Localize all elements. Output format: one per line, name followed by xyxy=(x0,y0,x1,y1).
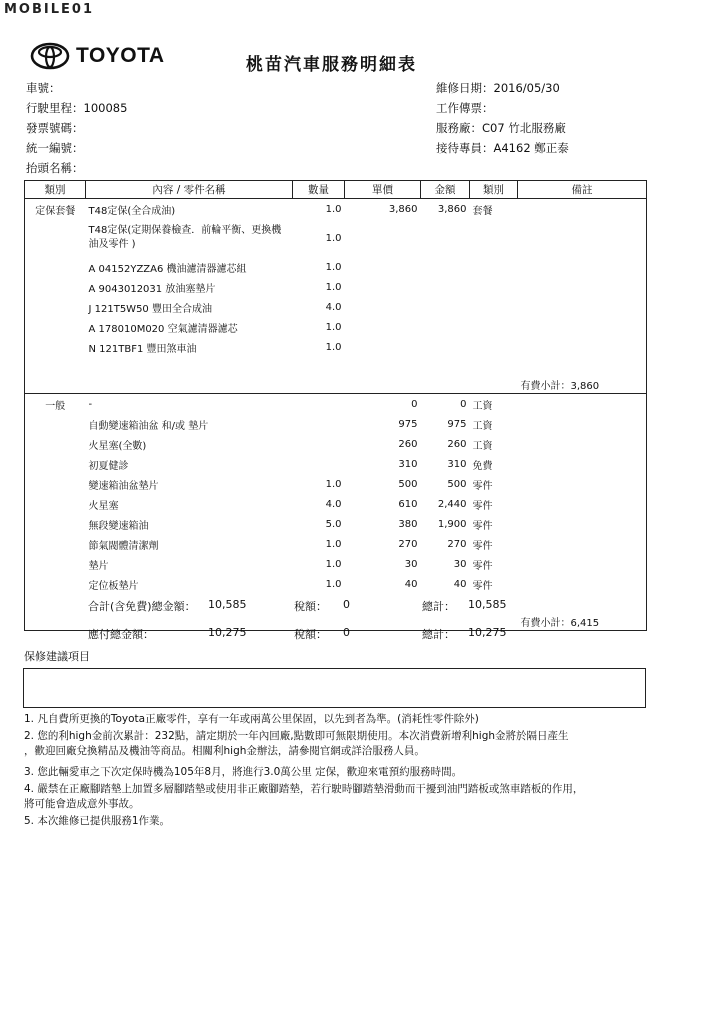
row-qty xyxy=(293,434,345,454)
table-row xyxy=(25,277,647,297)
total-label: 應付總金額： xyxy=(88,628,154,641)
total-label: 合計(含免費)總金額： xyxy=(88,600,196,613)
advice-label: 保修建議項目 xyxy=(24,650,90,663)
row-note xyxy=(518,317,647,337)
note-line: 5. 本次維修已提供服務1作業。 xyxy=(24,815,171,827)
row-category xyxy=(25,257,86,277)
brand-name: TOYOTA xyxy=(76,44,165,67)
row-item-name: J 121T5W50 豐田全合成油 xyxy=(88,303,212,315)
note-line: 2. 您的利high金前次累計：232點，請定期於一年內回廠,點數即可無限期使用。本次消費新增利high金將於隔日產生 xyxy=(24,730,569,742)
table-row xyxy=(25,494,647,514)
row-type: 免費 xyxy=(472,460,493,472)
row-category: 一般 xyxy=(25,394,86,415)
header-field xyxy=(436,118,569,138)
row-category xyxy=(25,474,86,494)
row-type: 零件 xyxy=(472,520,493,532)
column-header: 類別 xyxy=(470,181,518,199)
table-row xyxy=(25,297,647,317)
header-field xyxy=(436,78,569,98)
row-type xyxy=(470,337,518,357)
row-note xyxy=(518,434,647,454)
table-row xyxy=(25,554,647,574)
row-qty: 1.0 xyxy=(325,341,342,353)
row-qty: 1.0 xyxy=(325,578,342,590)
row-item-name: 自動變速箱油盆 和/或 墊片 xyxy=(88,420,209,432)
total-value: 10,275 xyxy=(208,626,247,639)
row-item-name: 火星塞(全數) xyxy=(88,440,147,452)
row-category xyxy=(25,297,86,317)
row-category xyxy=(25,337,86,357)
row-unit-price xyxy=(345,337,421,357)
row-qty xyxy=(293,454,345,474)
subtotal-row xyxy=(25,375,647,394)
row-amount: 3,860 xyxy=(437,203,467,215)
table-row xyxy=(25,534,647,554)
row-note xyxy=(518,454,647,474)
table-row xyxy=(25,394,647,415)
row-type: 工資 xyxy=(472,400,493,412)
header-field xyxy=(26,118,127,138)
header-field xyxy=(26,158,127,178)
table-row xyxy=(25,414,647,434)
row-unit-price xyxy=(345,219,421,257)
row-amount: 270 xyxy=(447,538,467,550)
row-unit-price: 975 xyxy=(398,418,418,430)
table-filler-row xyxy=(25,357,647,375)
row-note xyxy=(518,277,647,297)
table-row xyxy=(25,474,647,494)
row-item-name: 初夏健診 xyxy=(88,460,129,472)
filler-cell xyxy=(293,357,345,375)
row-unit-price: 0 xyxy=(411,398,418,410)
row-qty: 1.0 xyxy=(325,261,342,273)
row-category xyxy=(25,414,86,434)
row-unit-price xyxy=(345,317,421,337)
header-field-value: 100085 xyxy=(83,101,128,115)
filler-cell xyxy=(518,357,647,375)
sum-label: 總計： xyxy=(422,600,455,613)
filler-cell xyxy=(25,594,86,612)
document-title: 桃苗汽車服務明細表 xyxy=(246,55,417,75)
row-unit-price: 260 xyxy=(398,438,418,450)
row-item-name: A 178010M020 空氣濾清器濾芯 xyxy=(88,323,238,335)
row-amount xyxy=(421,297,470,317)
table-row xyxy=(25,219,647,257)
row-amount xyxy=(421,257,470,277)
row-item-name: 定位板墊片 xyxy=(88,580,139,592)
row-item-name: T48定保(定期保養檢查．前輪平衡、更換機油及零件 ) xyxy=(88,225,282,250)
row-unit-price: 310 xyxy=(398,458,418,470)
table-row xyxy=(25,454,647,474)
tax-value: 0 xyxy=(343,598,350,611)
subtotal-empty-cell xyxy=(345,612,421,631)
row-item-name: N 121TBF1 豐田煞車油 xyxy=(88,343,197,355)
table-row xyxy=(25,317,647,337)
row-unit-price: 3,860 xyxy=(388,203,418,215)
column-header: 內容 / 零件名稱 xyxy=(86,181,293,199)
header-field xyxy=(436,138,569,158)
row-qty: 4.0 xyxy=(325,498,342,510)
column-header: 單價 xyxy=(345,181,421,199)
subtotal-empty-cell xyxy=(293,375,345,394)
row-type xyxy=(470,257,518,277)
row-type: 零件 xyxy=(472,500,493,512)
row-item-name: A 04152YZZA6 機油濾清器濾芯組 xyxy=(88,263,247,275)
header-field xyxy=(26,138,127,158)
filler-cell xyxy=(518,594,647,612)
row-qty xyxy=(293,394,345,415)
row-qty: 4.0 xyxy=(325,301,342,313)
row-type: 零件 xyxy=(472,560,493,572)
row-amount xyxy=(421,337,470,357)
table-row xyxy=(25,574,647,594)
header-field-label: 服務廠： xyxy=(436,121,482,135)
total-value: 10,585 xyxy=(208,598,247,611)
subtotal-empty-cell xyxy=(470,375,518,394)
row-type: 零件 xyxy=(472,540,493,552)
row-amount: 2,440 xyxy=(437,498,467,510)
filler-cell xyxy=(421,357,470,375)
row-amount: 40 xyxy=(453,578,467,590)
row-item-name: T48定保(全合成油) xyxy=(88,205,176,217)
row-category xyxy=(25,317,86,337)
row-amount: 500 xyxy=(447,478,467,490)
row-type: 工資 xyxy=(472,420,493,432)
row-category: 定保套餐 xyxy=(25,199,86,220)
header-field xyxy=(26,98,127,118)
note-line: 4. 嚴禁在正廠腳踏墊上加置多層腳踏墊或使用非正廠腳踏墊，若行駛時腳踏墊滑動而干擾到油門踏板或煞車踏板的作用， xyxy=(24,783,584,795)
row-category xyxy=(25,494,86,514)
column-header: 備註 xyxy=(518,181,647,199)
row-note xyxy=(518,534,647,554)
row-unit-price: 30 xyxy=(404,558,418,570)
header-field-label: 車號： xyxy=(26,81,61,95)
tax-label: 稅額： xyxy=(294,600,327,613)
row-note xyxy=(518,494,647,514)
row-type xyxy=(470,317,518,337)
header-field-label: 接待專員： xyxy=(436,141,494,155)
note-line: 3. 您此輛愛車之下次定保時機為105年8月，將進行3.0萬公里 定保，歡迎來電預約服務時間。 xyxy=(24,766,463,778)
row-amount xyxy=(421,277,470,297)
row-note xyxy=(518,394,647,415)
row-amount: 260 xyxy=(447,438,467,450)
row-type xyxy=(470,277,518,297)
header-right xyxy=(436,78,569,158)
row-amount xyxy=(421,317,470,337)
row-item-name: A 9043012031 放油塞墊片 xyxy=(88,283,216,295)
row-item-name: - xyxy=(88,398,93,410)
row-amount: 975 xyxy=(447,418,467,430)
row-note xyxy=(518,199,647,220)
row-unit-price xyxy=(345,257,421,277)
row-unit-price xyxy=(345,297,421,317)
header-left xyxy=(26,78,127,178)
header-field xyxy=(26,78,127,98)
row-unit-price: 270 xyxy=(398,538,418,550)
note-line: 1. 凡自費所更換的Toyota正廠零件，享有一年或兩萬公里保固，以先到者為準。(消耗性零件除外) xyxy=(24,713,479,725)
filler-cell xyxy=(345,357,421,375)
row-item-name: 火星塞 xyxy=(88,500,119,512)
column-header: 金額 xyxy=(421,181,470,199)
row-note xyxy=(518,554,647,574)
tax-label: 稅額： xyxy=(294,628,327,641)
row-type: 套餐 xyxy=(472,205,493,217)
row-note xyxy=(518,297,647,317)
row-qty: 1.0 xyxy=(325,321,342,333)
row-unit-price: 500 xyxy=(398,478,418,490)
header-field-label: 工作傳票： xyxy=(436,101,494,115)
subtotal-empty-cell xyxy=(86,375,293,394)
table-row xyxy=(25,337,647,357)
sum-value: 10,585 xyxy=(468,598,507,611)
row-unit-price xyxy=(345,277,421,297)
row-type: 零件 xyxy=(472,480,493,492)
row-category xyxy=(25,514,86,534)
section-subtotal: 有費小計：6,415 xyxy=(518,612,647,631)
row-qty: 1.0 xyxy=(325,281,342,293)
row-category xyxy=(25,277,86,297)
toyota-emblem-icon xyxy=(30,42,70,70)
advice-box xyxy=(23,668,646,708)
table-row xyxy=(25,257,647,277)
row-category xyxy=(25,574,86,594)
row-category xyxy=(25,219,86,257)
table-header xyxy=(25,181,647,199)
note-line: ，歡迎回廠兌換精品及機油等商品。相關利high金辦法，請參閱官網或詳洽服務人員。 xyxy=(24,745,425,757)
row-amount: 30 xyxy=(453,558,467,570)
row-note xyxy=(518,514,647,534)
service-table xyxy=(24,180,647,631)
table-row xyxy=(25,514,647,534)
row-note xyxy=(518,337,647,357)
row-note xyxy=(518,219,647,257)
row-type xyxy=(470,297,518,317)
subtotal-empty-cell xyxy=(25,612,86,631)
filler-cell xyxy=(86,357,293,375)
header-field-value: 2016/05/30 xyxy=(493,81,560,95)
row-note xyxy=(518,414,647,434)
row-item-name: 變速箱油盆墊片 xyxy=(88,480,159,492)
header-field-value: C07 竹北服務廠 xyxy=(482,121,566,135)
column-header: 數量 xyxy=(293,181,345,199)
filler-cell xyxy=(470,357,518,375)
row-item-name: 節氣閥體清潔劑 xyxy=(88,540,159,552)
row-item-name: 無段變速箱油 xyxy=(88,520,149,532)
row-category xyxy=(25,534,86,554)
section-subtotal: 有費小計：3,860 xyxy=(518,375,647,394)
row-amount: 0 xyxy=(460,398,467,410)
header-field-value: A4162 鄭正泰 xyxy=(493,141,569,155)
row-qty: 1.0 xyxy=(325,538,342,550)
row-note xyxy=(518,257,647,277)
row-qty: 5.0 xyxy=(325,518,342,530)
row-amount xyxy=(421,219,470,257)
row-qty: 1.0 xyxy=(325,478,342,490)
header-field xyxy=(436,98,569,118)
header-field-label: 維修日期： xyxy=(436,81,494,95)
row-category xyxy=(25,434,86,454)
row-unit-price: 380 xyxy=(398,518,418,530)
column-header: 類別 xyxy=(25,181,86,199)
row-note xyxy=(518,574,647,594)
row-amount: 1,900 xyxy=(437,518,467,530)
subtotal-empty-cell xyxy=(345,375,421,394)
row-type: 零件 xyxy=(472,580,493,592)
sum-label: 總計： xyxy=(422,628,455,641)
row-qty xyxy=(293,414,345,434)
row-category xyxy=(25,454,86,474)
row-qty: 1.0 xyxy=(325,232,342,244)
header-field-label: 行駛里程： xyxy=(26,101,84,115)
row-unit-price: 40 xyxy=(404,578,418,590)
filler-cell xyxy=(345,594,421,612)
filler-cell xyxy=(25,357,86,375)
row-amount: 310 xyxy=(447,458,467,470)
subtotal-empty-cell xyxy=(25,375,86,394)
row-item-name: 墊片 xyxy=(88,560,109,572)
note-line: 將可能會造成意外事故。 xyxy=(24,798,140,810)
row-unit-price: 610 xyxy=(398,498,418,510)
row-qty: 1.0 xyxy=(325,558,342,570)
table-row xyxy=(25,434,647,454)
subtotal-empty-cell xyxy=(421,375,470,394)
header-field-label: 統一編號： xyxy=(26,141,84,155)
sum-value: 10,275 xyxy=(468,626,507,639)
watermark: MOBILE01 xyxy=(4,2,94,17)
table-row xyxy=(25,199,647,220)
header-field-label: 發票號碼： xyxy=(26,121,84,135)
tax-value: 0 xyxy=(343,626,350,639)
row-type: 工資 xyxy=(472,440,493,452)
row-type xyxy=(470,219,518,257)
row-qty: 1.0 xyxy=(325,203,342,215)
brand-logo xyxy=(30,42,165,70)
header-field-label: 抬頭名稱： xyxy=(26,161,84,175)
row-note xyxy=(518,474,647,494)
row-category xyxy=(25,554,86,574)
